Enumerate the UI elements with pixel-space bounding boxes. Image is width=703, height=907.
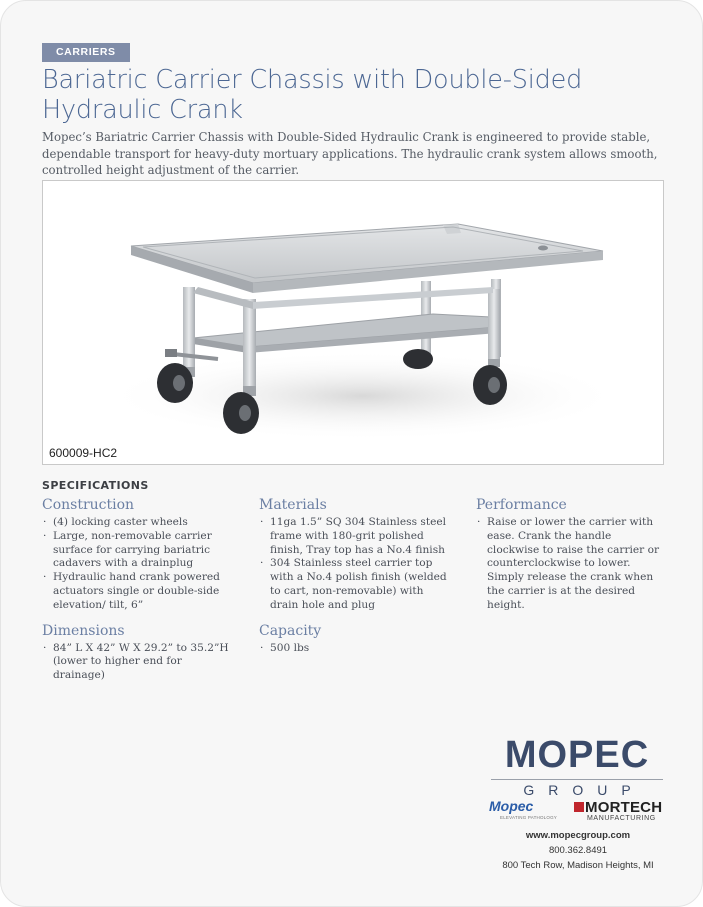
list-item: · 11ga 1.5” SQ 304 Stainless steel frame with 180-grit polished finish, Tray top has a No.4 finish	[259, 516, 449, 557]
mopec-tagline: ELEVATING PATHOLOGY	[500, 815, 557, 820]
performance-heading: Performance	[476, 497, 567, 513]
website-link[interactable]: www.mopecgroup.com	[525, 830, 631, 841]
capacity-heading: Capacity	[259, 622, 322, 639]
contact-info	[471, 828, 685, 873]
dimensions-list	[42, 642, 237, 683]
performance-list	[476, 516, 666, 613]
materials-list	[259, 516, 449, 613]
mortech-subtext: MANUFACTURING	[587, 815, 656, 822]
construction-heading: Construction	[42, 497, 135, 513]
list-item: · Large, non-removable carrier surface for carrying bariatric cadavers with a drainplug	[42, 530, 237, 571]
logo-divider	[491, 779, 663, 780]
capacity-list	[259, 642, 449, 656]
logo-wordmark: MOPEC	[504, 734, 650, 776]
list-item: · Hydraulic hand crank powered actuators single or double-side elevation/ tilt, 6”	[42, 571, 237, 612]
product-title: Bariatric Carrier Chassis with Double-Sided Hydraulic Crank	[42, 65, 583, 125]
mortech-logo	[574, 799, 662, 816]
category-tag: CARRIERS	[42, 43, 130, 62]
list-item: · 500 lbs	[259, 642, 449, 656]
dimensions-heading: Dimensions	[42, 622, 125, 639]
list-item: · 84” L X 42” W X 29.2” to 35.2”H (lower to higher end for drainage)	[42, 642, 237, 683]
spec-column-performance	[476, 496, 666, 613]
product-photo	[42, 180, 664, 465]
list-item: · Raise or lower the carrier with ease. Crank the handle clockwise to raise the carrier or counterclockwise to lower. Simply release the crank when the carrier is at the desired height.	[476, 516, 666, 613]
list-item: · 304 Stainless steel carrier top with a No.4 polish finish (welded to cart, non-removable) with drain hole and plug	[259, 557, 449, 612]
mortech-wordmark: MORTECH	[585, 799, 663, 816]
product-intro: Mopec’s Bariatric Carrier Chassis with Double-Sided Hydraulic Crank is engineered to provide stable, dependable transport for heavy-duty mortuary applications. The hydraulic crank system allows smooth, controlled height adjustment of the carrier.	[42, 130, 658, 177]
model-number: 600009-HC2	[49, 446, 118, 460]
list-item: · (4) locking caster wheels	[42, 516, 237, 530]
caster-wheel	[403, 349, 433, 369]
phone-number: 800.362.8491	[548, 845, 608, 856]
sub-brand-logos	[487, 797, 667, 823]
materials-heading: Materials	[259, 497, 327, 513]
construction-list	[42, 516, 237, 613]
spec-column-construction	[42, 496, 237, 683]
logo-group-text: GROUP	[523, 782, 645, 798]
specifications-heading: SPECIFICATIONS	[42, 479, 149, 492]
address: 800 Tech Row, Madison Heights, MI	[502, 860, 654, 871]
mopec-group-logo	[487, 734, 667, 798]
spec-column-materials	[259, 496, 449, 655]
mopec-sub-logo: Mopec	[489, 798, 534, 814]
mortech-mark-icon	[574, 802, 584, 812]
carrier-illustration	[43, 181, 664, 465]
